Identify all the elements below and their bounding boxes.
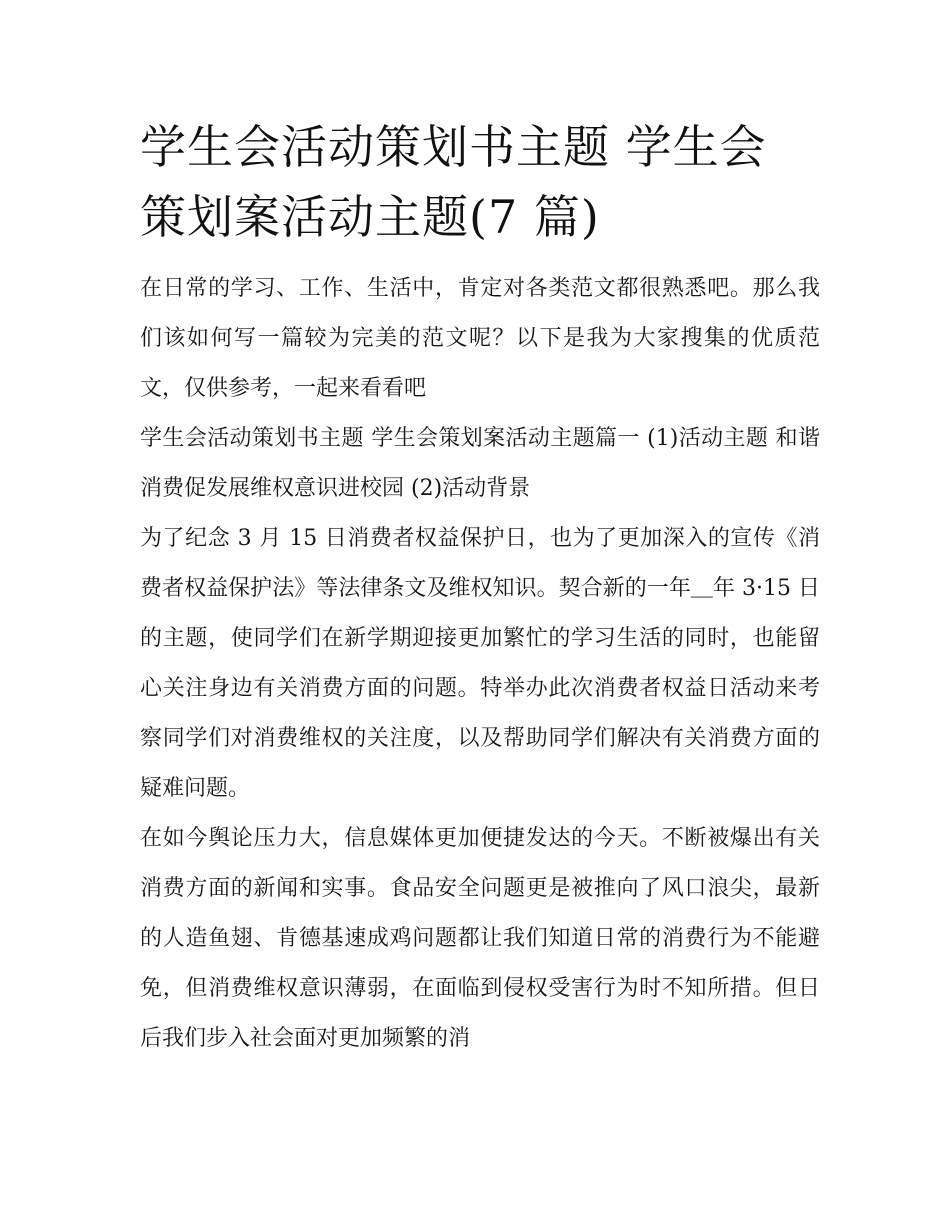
document-title (140, 112, 820, 252)
title-line-1: 学生会活动策划书主题 学生会 (140, 120, 767, 174)
section-heading-paragraph: 学生会活动策划书主题 学生会策划案活动主题篇一 (1)活动主题 和谐消费促发展维权意识进校园 (2)活动背景 (140, 426, 820, 501)
background-paragraph: 为了纪念 3 月 15 日消费者权益保护日，也为了更加深入的宣传《消费者权益保护法》等法律条文及维权知识。契合新的一年＿年 3·15 日的主题，使同学们在新学期迎接更加繁忙的学习生活的同时，也能留心关注身边有关消费方面的问题。特举办此次消费者权益日活动来考察同学们对消费维权的关注度，以及帮助同学们解决有关消费方面的疑难问题。 (140, 526, 820, 801)
context-paragraph: 在如今舆论压力大，信息媒体更加便捷发达的今天。不断被爆出有关消费方面的新闻和实事。食品安全问题更是被推向了风口浪尖，最新的人造鱼翅、肯德基速成鸡问题都让我们知道日常的消费行为不能避免，但消费维权意识薄弱，在面临到侵权受害行为时不知所措。但日后我们步入社会面对更加频繁的消 (140, 826, 820, 1051)
intro-paragraph: 在日常的学习、工作、生活中，肯定对各类范文都很熟悉吧。那么我们该如何写一篇较为完美的范文呢？以下是我为大家搜集的优质范文，仅供参考，一起来看看吧 (140, 276, 820, 401)
document-body (140, 112, 820, 1064)
title-line-2: 策划案活动主题(7 篇) (140, 190, 600, 244)
